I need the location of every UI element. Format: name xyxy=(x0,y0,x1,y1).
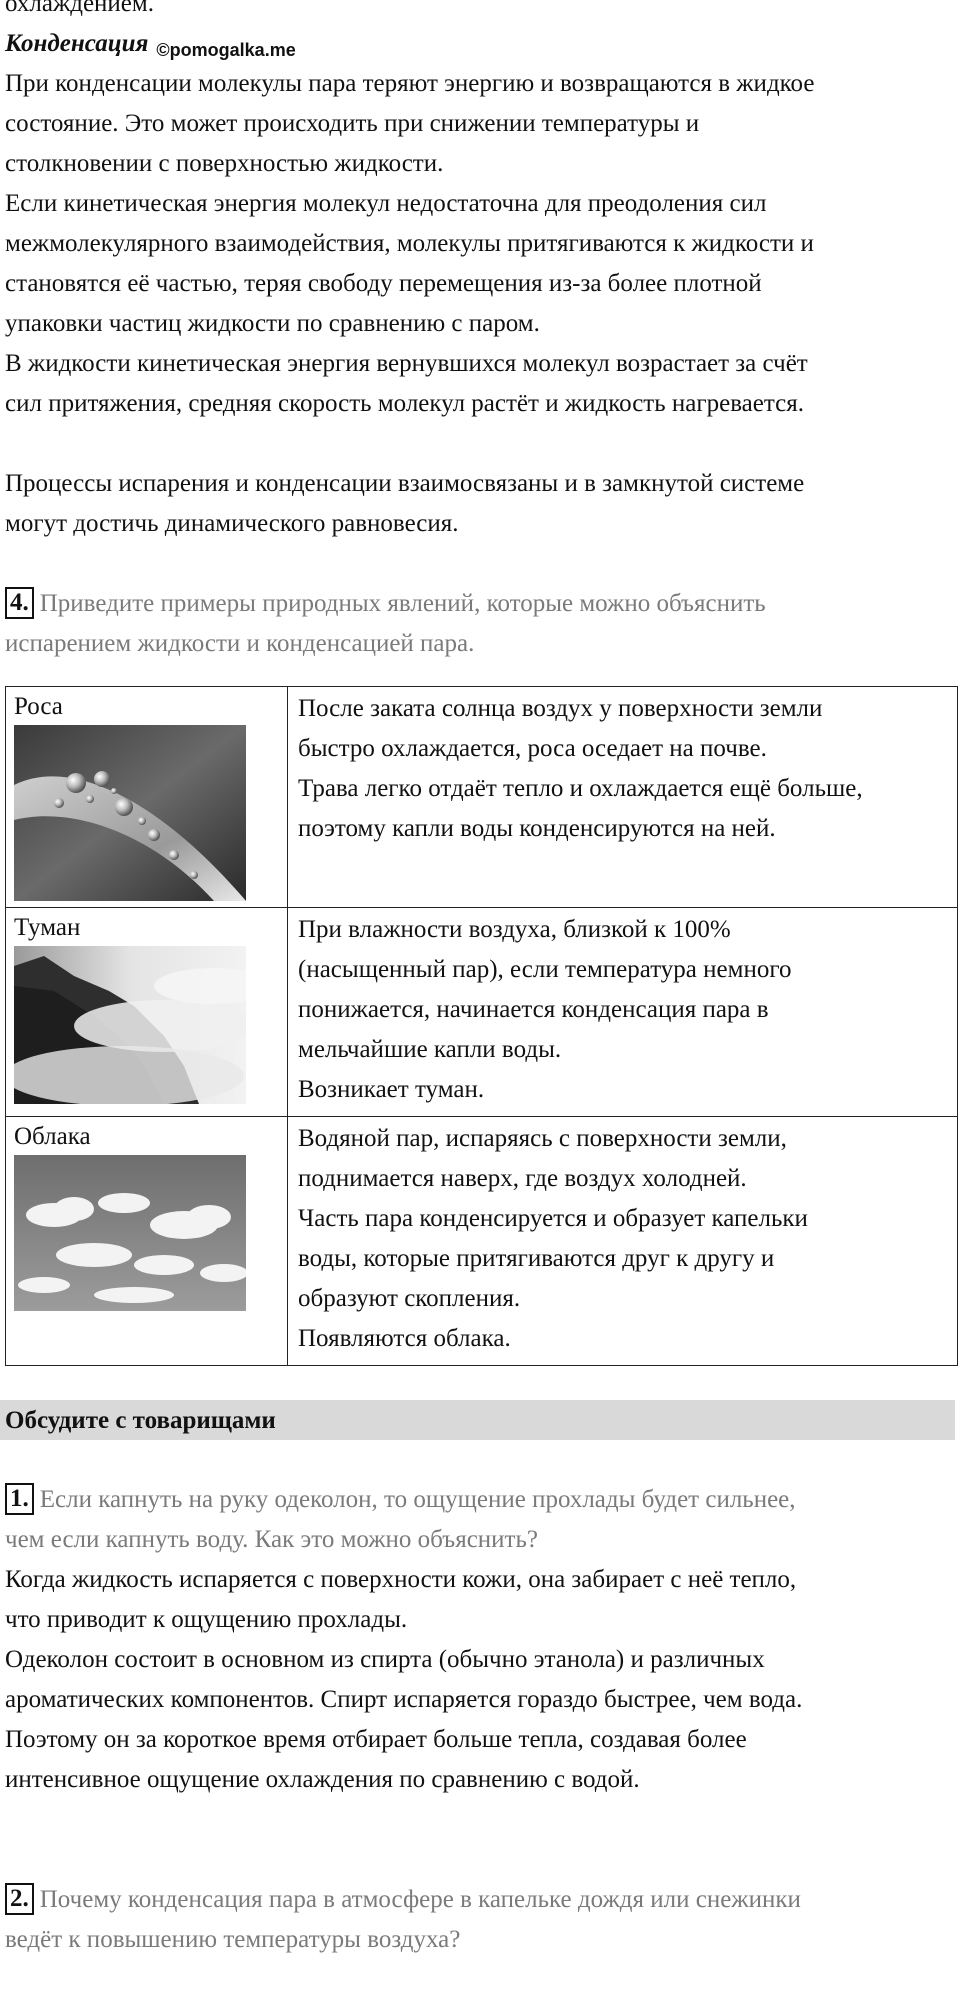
table-cell-text xyxy=(288,687,958,908)
paragraph-line: могут достичь динамического равновесия. xyxy=(5,510,459,537)
cell-line: После заката солнца воздух у поверхности земли xyxy=(298,695,823,722)
row-label: Облака xyxy=(14,1123,91,1150)
condensation-heading: Конденсация xyxy=(5,30,149,57)
cell-line: понижается, начинается конденсация пара в xyxy=(298,996,769,1023)
task4-question-text: Приведите примеры природных явлений, которые можно объяснить xyxy=(39,590,766,617)
condensation-heading-row xyxy=(5,24,960,64)
phenomena-table xyxy=(5,686,958,1366)
table-row xyxy=(6,1117,958,1366)
paragraph-line: При конденсации молекулы пара теряют энергию и возвращаются в жидкое xyxy=(5,70,815,97)
cell-line: поэтому капли воды конденсируются на ней. xyxy=(298,815,776,842)
table-cell-label xyxy=(6,687,288,908)
spacer xyxy=(5,1800,960,1880)
paragraph-line: Процессы испарения и конденсации взаимосвязаны и в замкнутой системе xyxy=(5,470,805,497)
task4-number: 4. xyxy=(5,587,34,619)
task4-question-line: испарением жидкости и конденсацией пара. xyxy=(5,630,475,657)
table-row xyxy=(6,908,958,1117)
paragraph-line: становятся её частью, теряя свободу перемещения из-за более плотной xyxy=(5,270,762,297)
table-row xyxy=(6,687,958,908)
cell-line: При влажности воздуха, близкой к 100% xyxy=(298,916,731,943)
spacer xyxy=(5,424,960,464)
answer-line: Когда жидкость испаряется с поверхности кожи, она забирает с неё тепло, xyxy=(5,1566,797,1593)
task4-question-line xyxy=(5,584,960,624)
paragraph-line: межмолекулярного взаимодействия, молекулы притягиваются к жидкости и xyxy=(5,230,814,257)
cell-line: Появляются облака. xyxy=(298,1325,511,1352)
row-label: Туман xyxy=(14,914,81,941)
cell-line: Водяной пар, испаряясь с поверхности земли, xyxy=(298,1125,787,1152)
answer-line: интенсивное ощущение охлаждения по сравнению с водой. xyxy=(5,1766,640,1793)
cell-line: поднимается наверх, где воздух холодней. xyxy=(298,1165,747,1192)
dew-photo xyxy=(14,725,246,901)
cell-line: (насыщенный пар), если температура немного xyxy=(298,956,792,983)
intro-tail: охлаждением. xyxy=(5,0,154,17)
table-cell-text xyxy=(288,908,958,1117)
q2-number: 2. xyxy=(5,1883,34,1915)
paragraph-line: В жидкости кинетическая энергия вернувшихся молекул возрастает за счёт xyxy=(5,350,808,377)
cell-line: Трава легко отдаёт тепло и охлаждается ещё больше, xyxy=(298,775,863,802)
clouds-photo xyxy=(14,1155,246,1311)
cell-line: воды, которые притягиваются друг к другу и xyxy=(298,1245,775,1272)
watermark: ©pomogalka.me xyxy=(156,40,296,60)
spacer xyxy=(5,1440,960,1480)
row-label: Роса xyxy=(14,693,63,720)
cell-line: образуют скопления. xyxy=(298,1285,521,1312)
paragraph-line: сил притяжения, средняя скорость молекул растёт и жидкость нагревается. xyxy=(5,390,804,417)
q1-question-line xyxy=(5,1480,960,1520)
cell-line: Часть пара конденсируется и образует капельки xyxy=(298,1205,808,1232)
answer-line: что приводит к ощущению прохлады. xyxy=(5,1606,408,1633)
paragraph-line: состояние. Это может происходить при снижении температуры и xyxy=(5,110,700,137)
q2-question-line: ведёт к повышению температуры воздуха? xyxy=(5,1926,461,1953)
table-cell-text xyxy=(288,1117,958,1366)
discuss-section-title: Обсудите с товарищами xyxy=(0,1400,955,1440)
q1-question-line: чем если капнуть воду. Как это можно объяснить? xyxy=(5,1526,538,1553)
answer-line: Поэтому он за короткое время отбирает больше тепла, создавая более xyxy=(5,1726,747,1753)
paragraph-line: Если кинетическая энергия молекул недостаточна для преодоления сил xyxy=(5,190,767,217)
cell-line: Возникает туман. xyxy=(298,1076,485,1103)
cell-line: мельчайшие капли воды. xyxy=(298,1036,562,1063)
fog-photo xyxy=(14,946,246,1104)
q1-number: 1. xyxy=(5,1483,34,1515)
table-cell-label xyxy=(6,908,288,1117)
spacer xyxy=(5,544,960,584)
q2-question-line xyxy=(5,1880,960,1920)
paragraph-line: упаковки частиц жидкости по сравнению с паром. xyxy=(5,310,540,337)
table-cell-label xyxy=(6,1117,288,1366)
q1-question-text: Если капнуть на руку одеколон, то ощущение прохлады будет сильнее, xyxy=(39,1486,796,1513)
answer-line: ароматических компонентов. Спирт испаряется гораздо быстрее, чем вода. xyxy=(5,1686,803,1713)
q2-question-text: Почему конденсация пара в атмосфере в капельке дождя или снежинки xyxy=(39,1886,801,1913)
cell-line: быстро охлаждается, роса оседает на почве. xyxy=(298,735,767,762)
paragraph-line: столкновении с поверхностью жидкости. xyxy=(5,150,444,177)
answer-line: Одеколон состоит в основном из спирта (обычно этанола) и различных xyxy=(5,1646,765,1673)
